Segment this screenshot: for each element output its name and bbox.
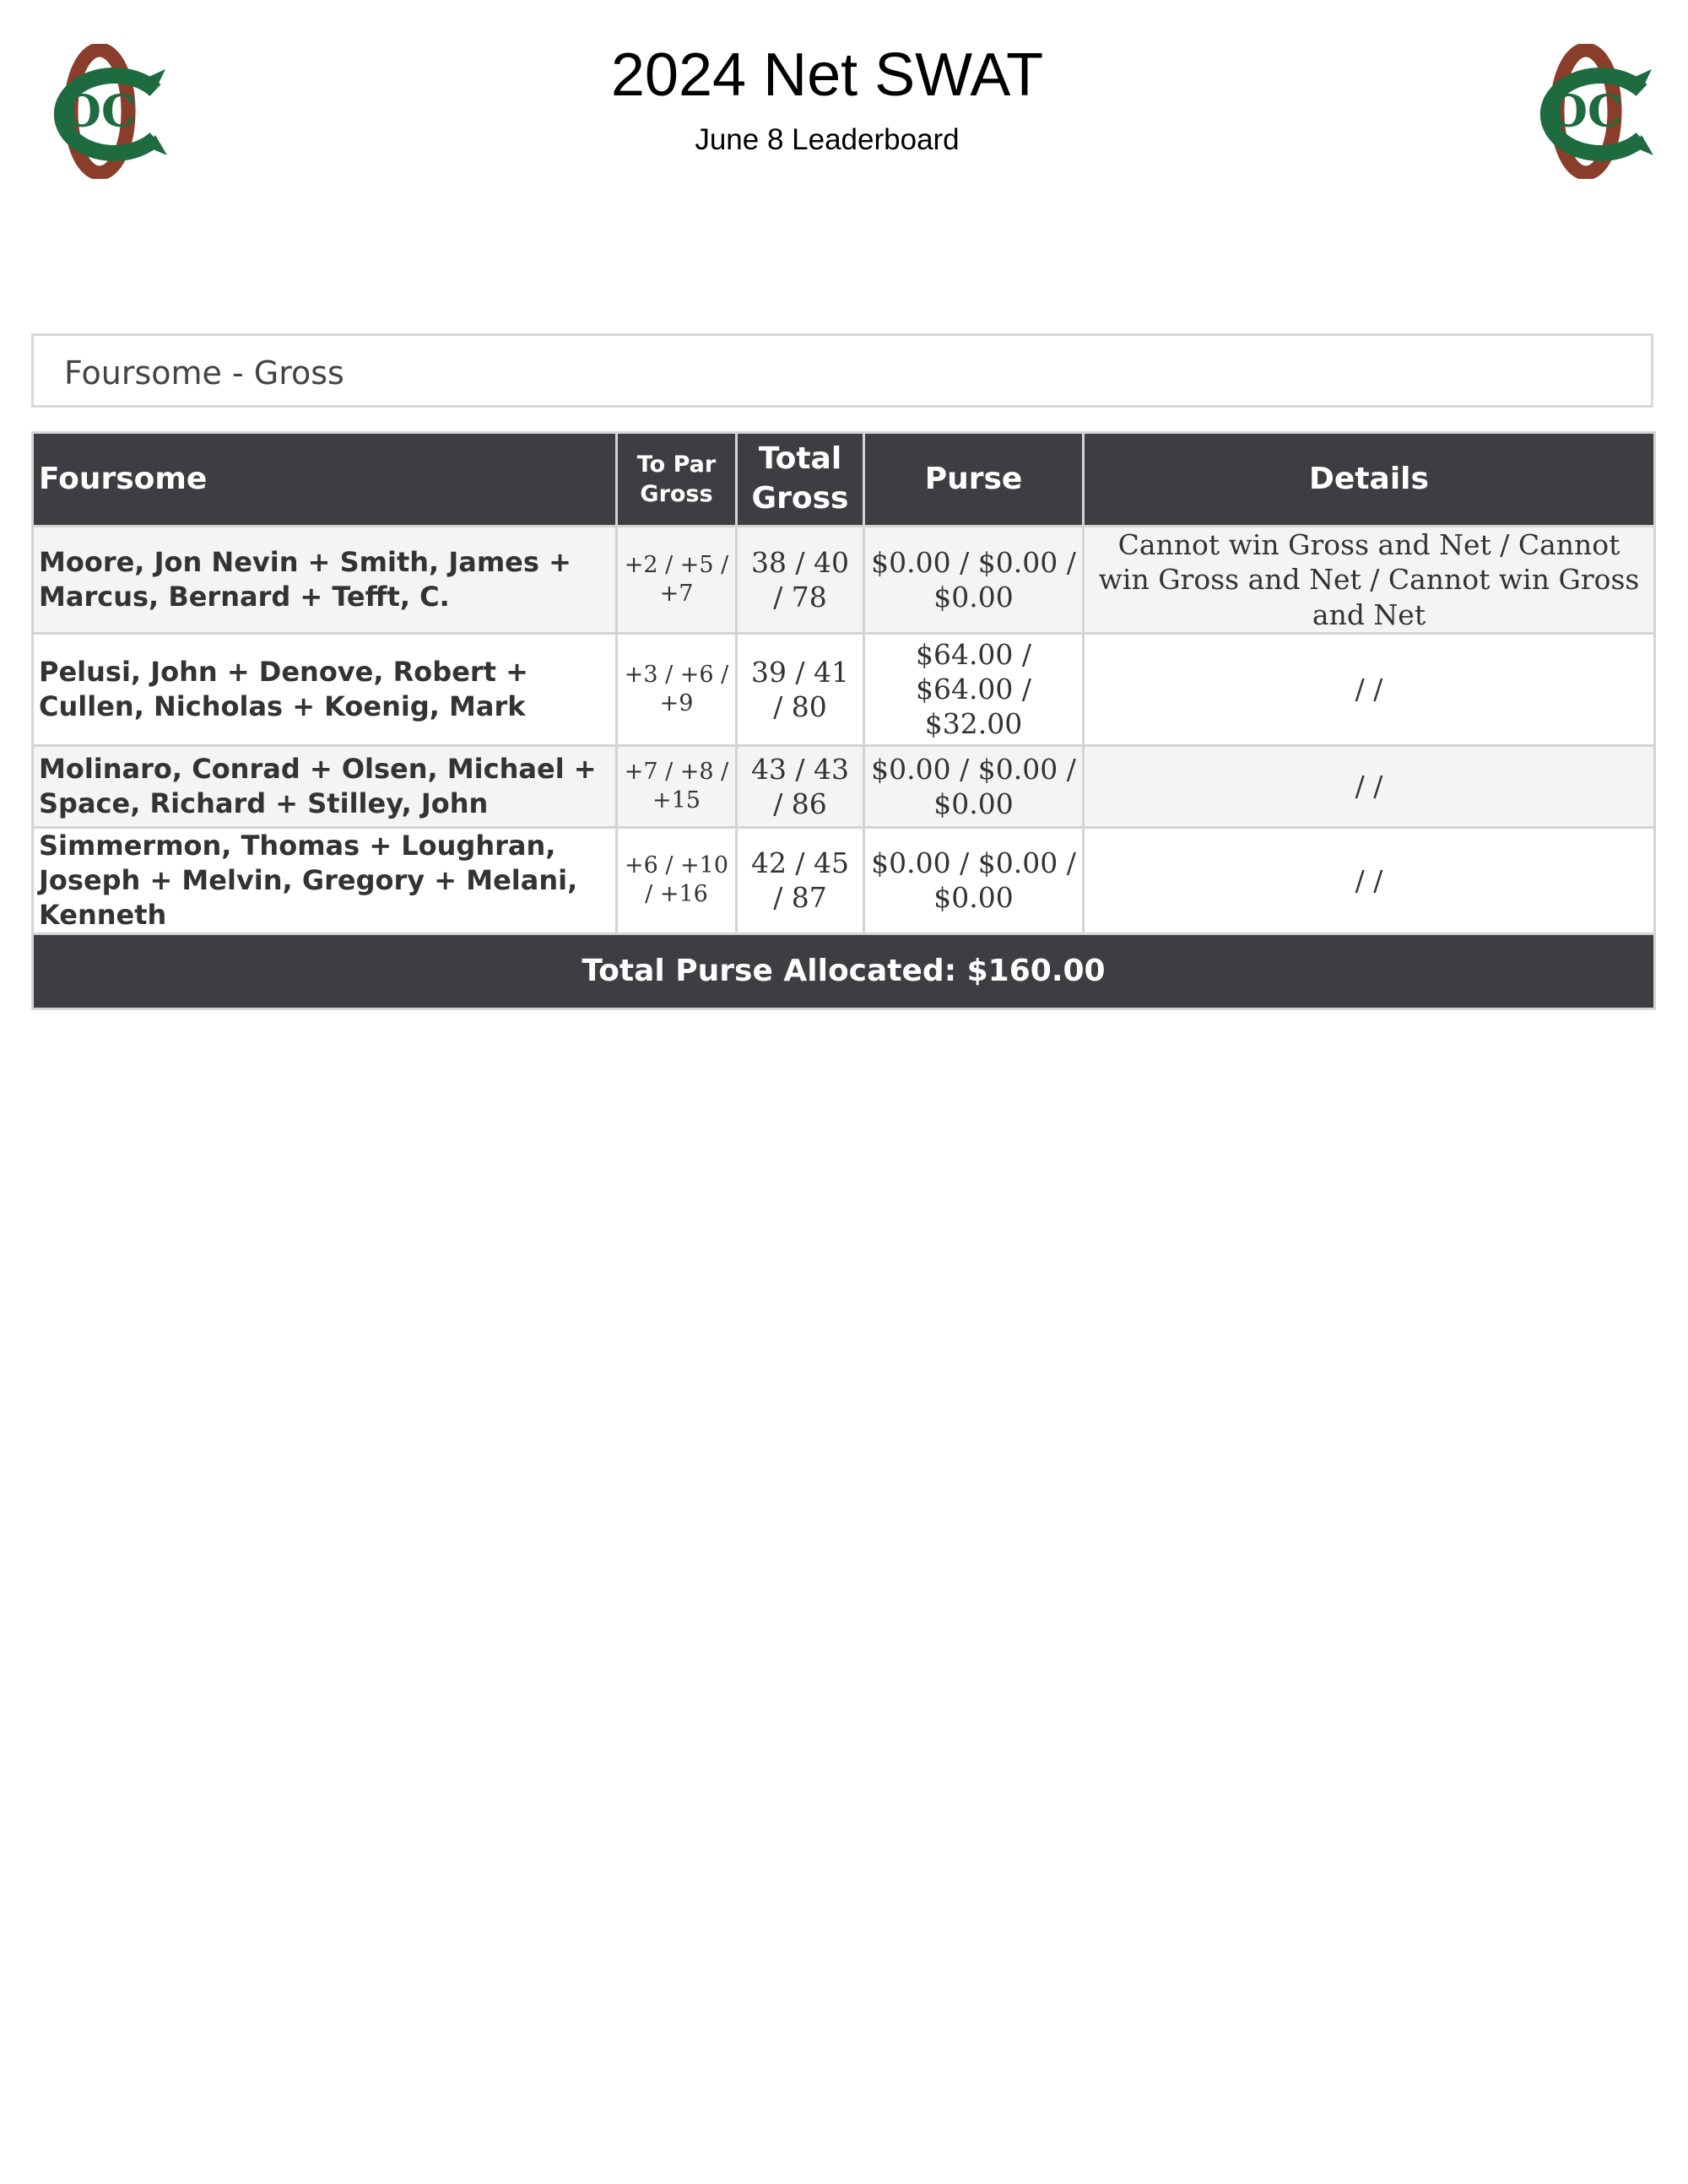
table-row	[33, 827, 1655, 933]
total-gross-cell: 39 / 41 / 80	[737, 633, 864, 745]
table-footer-row	[33, 933, 1655, 1008]
purse-cell: $0.00 / $0.00 / $0.00	[864, 745, 1084, 827]
total-gross-cell: 43 / 43 / 86	[737, 745, 864, 827]
to-par-gross-cell: +3 / +6 / +9	[617, 633, 737, 745]
to-par-gross-cell: +7 / +8 / +15	[617, 745, 737, 827]
svg-text:OC: OC	[1549, 86, 1623, 138]
table-row	[33, 633, 1655, 745]
column-header-purse: Purse	[864, 433, 1084, 527]
total-gross-cell: 42 / 45 / 87	[737, 827, 864, 933]
column-header-total-gross: Total Gross	[737, 433, 864, 527]
table-header-row	[33, 433, 1655, 527]
section-header	[31, 333, 1653, 408]
leaderboard-table	[31, 431, 1656, 1010]
column-header-details: Details	[1084, 433, 1655, 527]
total-purse-allocated: Total Purse Allocated: $160.00	[33, 933, 1655, 1008]
details-cell: / /	[1084, 827, 1655, 933]
page-title: 2024 Net SWAT	[610, 41, 1044, 109]
to-par-gross-cell: +2 / +5 / +7	[617, 527, 737, 634]
details-cell: / /	[1084, 745, 1655, 827]
purse-cell: $64.00 / $64.00 / $32.00	[864, 633, 1084, 745]
purse-cell: $0.00 / $0.00 / $0.00	[864, 527, 1084, 634]
to-par-gross-cell: +6 / +10 / +16	[617, 827, 737, 933]
column-header-to-par-gross: To Par Gross	[617, 433, 737, 527]
foursome-cell: Molinaro, Conrad + Olsen, Michael + Space, Richard + Stilley, John	[33, 745, 617, 827]
page-subtitle: June 8 Leaderboard	[695, 123, 960, 156]
column-header-foursome: Foursome	[33, 433, 617, 527]
table-row	[33, 745, 1655, 827]
details-cell: / /	[1084, 633, 1655, 745]
purse-cell: $0.00 / $0.00 / $0.00	[864, 827, 1084, 933]
details-cell: Cannot win Gross and Net / Cannot win Gross and Net / Cannot win Gross and Net	[1084, 527, 1655, 634]
table-row	[33, 527, 1655, 634]
foursome-cell: Simmermon, Thomas + Loughran, Joseph + Melvin, Gregory + Melani, Kenneth	[33, 827, 617, 933]
svg-text:OC: OC	[62, 86, 137, 138]
section-title: Foursome - Gross	[64, 354, 344, 392]
foursome-cell: Pelusi, John + Denove, Robert + Cullen, Nicholas + Koenig, Mark	[33, 633, 617, 745]
total-gross-cell: 38 / 40 / 78	[737, 527, 864, 634]
foursome-cell: Moore, Jon Nevin + Smith, James + Marcus, Bernard + Tefft, C.	[33, 527, 617, 634]
